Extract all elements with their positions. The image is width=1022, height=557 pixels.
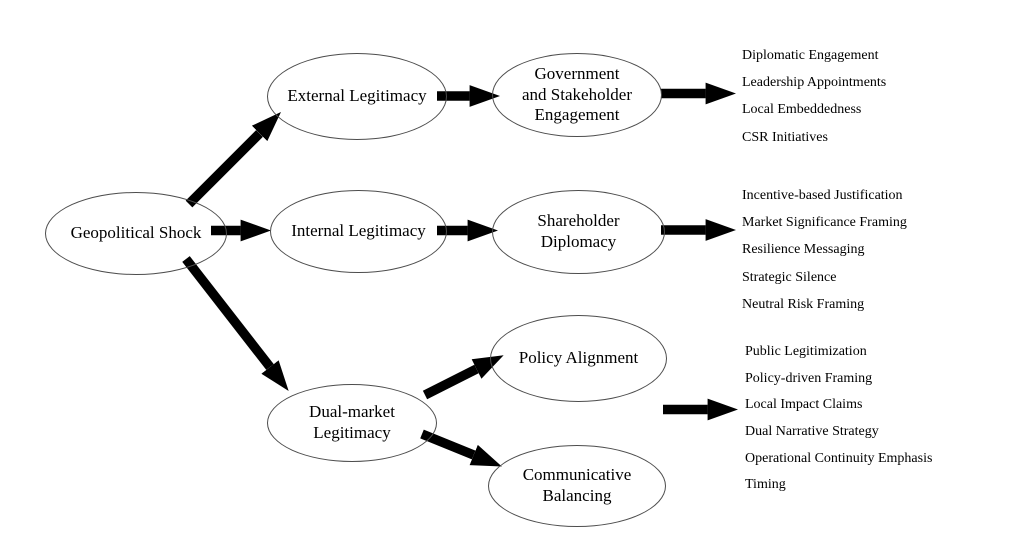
arrow-geopolitical-to-dual-market-icon xyxy=(186,259,270,367)
node-policy-alignment xyxy=(490,315,667,402)
list-item: CSR Initiatives xyxy=(742,129,828,145)
node-dual-market-legitimacy xyxy=(267,384,437,462)
list-item: Neutral Risk Framing xyxy=(742,297,865,313)
list-item: Public Legitimization xyxy=(745,344,867,360)
node-geopolitical-shock xyxy=(45,192,227,275)
list-item: Operational Continuity Emphasis xyxy=(745,450,933,466)
list-item: Local Embeddedness xyxy=(742,102,862,118)
node-shareholder-line-2: Diplomacy xyxy=(540,232,617,251)
outcome-list-dual-market xyxy=(745,339,932,499)
node-dual-market-line-1: Dual-market xyxy=(309,402,395,422)
list-item: Local Impact Claims xyxy=(745,397,863,413)
list-item: Policy-driven Framing xyxy=(745,370,873,386)
node-shareholder-diplomacy xyxy=(492,190,665,274)
list-item: Incentive-based Justification xyxy=(742,187,903,203)
outcome-list-engagement xyxy=(742,42,886,152)
node-government-stakeholder-engagement xyxy=(492,53,662,137)
node-government-line-1: Government xyxy=(534,63,620,83)
arrow-dual-market-to-policy-icon xyxy=(425,369,477,395)
list-item: Diplomatic Engagement xyxy=(742,47,879,63)
node-communicative-line-2: Balancing xyxy=(542,486,612,505)
node-shareholder-line-1: Shareholder xyxy=(537,211,620,231)
arrow-geopolitical-to-external-icon xyxy=(189,134,260,205)
node-communicative-line-1: Communicative xyxy=(522,465,632,485)
node-geopolitical-shock-label: Geopolitical Shock xyxy=(70,223,202,243)
node-government-line-3: Engagement xyxy=(534,105,620,125)
node-external-legitimacy xyxy=(267,53,447,140)
node-dual-market-line-2: Legitimacy xyxy=(313,423,391,442)
node-communicative-balancing xyxy=(488,445,666,527)
list-item: Leadership Appointments xyxy=(742,75,887,91)
node-external-legitimacy-label: External Legitimacy xyxy=(287,86,427,106)
list-item: Resilience Messaging xyxy=(742,242,865,258)
list-item: Timing xyxy=(745,477,786,493)
node-policy-alignment-label: Policy Alignment xyxy=(518,348,639,368)
outcome-list-diplomacy xyxy=(742,182,907,319)
node-government-line-2: and Stakeholder xyxy=(522,84,632,104)
list-item: Dual Narrative Strategy xyxy=(745,424,879,440)
node-internal-legitimacy xyxy=(270,190,447,273)
node-internal-legitimacy-label: Internal Legitimacy xyxy=(291,221,426,241)
list-item: Market Significance Framing xyxy=(742,215,907,231)
list-item: Strategic Silence xyxy=(742,269,837,285)
